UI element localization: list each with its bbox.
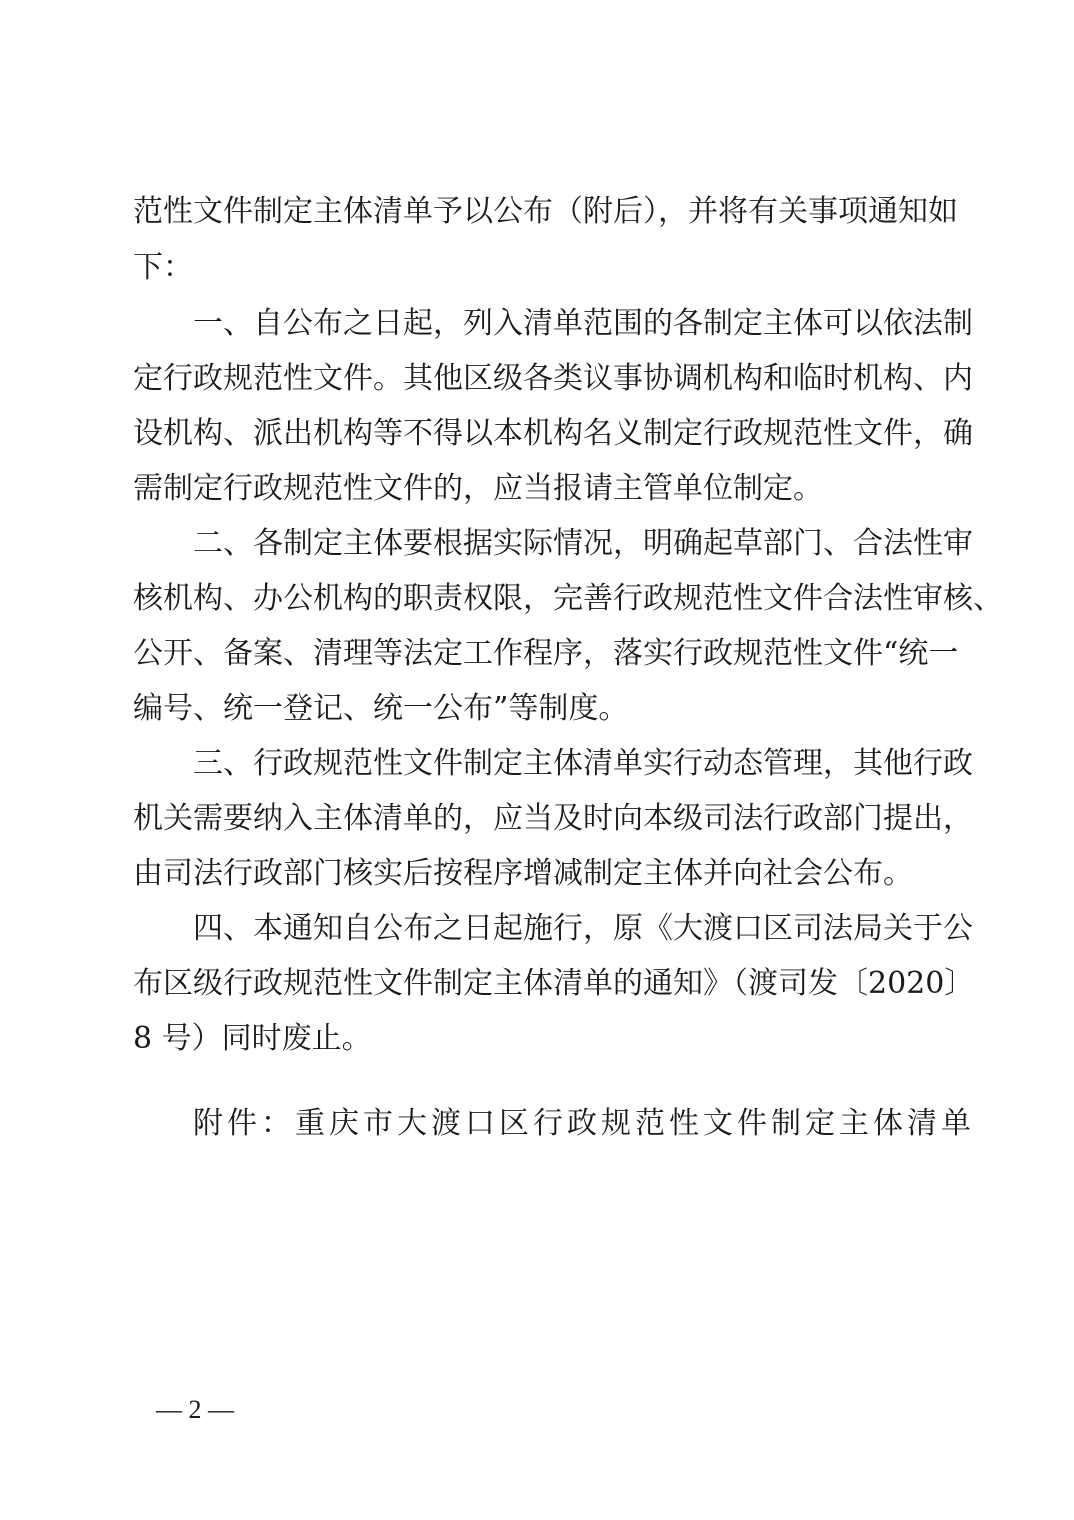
attachment-note: 附件：重庆市大渡口区行政规范性文件制定主体清单 xyxy=(193,1106,975,1141)
paragraph-line: 8 号）同时废止。 xyxy=(133,1021,372,1056)
paragraph-line: 核机构、办公机构的职责权限，完善行政规范性文件合法性审核、 xyxy=(133,581,1003,616)
paragraph-line: 下： xyxy=(133,250,193,285)
paragraph-line: 一、自公布之日起，列入清单范围的各制定主体可以依法制 xyxy=(193,306,973,341)
paragraph-line: 四、本通知自公布之日起施行，原《大渡口区司法局关于公 xyxy=(193,911,973,946)
paragraph-line: 范性文件制定主体清单予以公布（附后），并将有关事项通知如 xyxy=(133,194,958,229)
paragraph-line: 二、各制定主体要根据实际情况，明确起草部门、合法性审 xyxy=(193,526,973,561)
paragraph-line: 设机构、派出机构等不得以本机构名义制定行政规范性文件，确 xyxy=(133,416,973,451)
paragraph-line: 三、行政规范性文件制定主体清单实行动态管理，其他行政 xyxy=(193,746,973,781)
paragraph-line: 编号、统一登记、统一公布”等制度。 xyxy=(133,691,629,726)
paragraph-line: 由司法行政部门核实后按程序增减制定主体并向社会公布。 xyxy=(133,856,913,891)
page-number: — 2 — xyxy=(156,1395,234,1424)
paragraph-line: 公开、备案、清理等法定工作程序，落实行政规范性文件“统一 xyxy=(133,636,959,671)
paragraph-line: 机关需要纳入主体清单的，应当及时向本级司法行政部门提出， xyxy=(133,801,973,836)
paragraph-line: 定行政规范性文件。其他区级各类议事协调机构和临时机构、内 xyxy=(133,361,973,396)
paragraph-line: 需制定行政规范性文件的，应当报请主管单位制定。 xyxy=(133,471,823,506)
paragraph-line: 布区级行政规范性文件制定主体清单的通知》（渡司发〔2020〕 xyxy=(133,966,975,1001)
